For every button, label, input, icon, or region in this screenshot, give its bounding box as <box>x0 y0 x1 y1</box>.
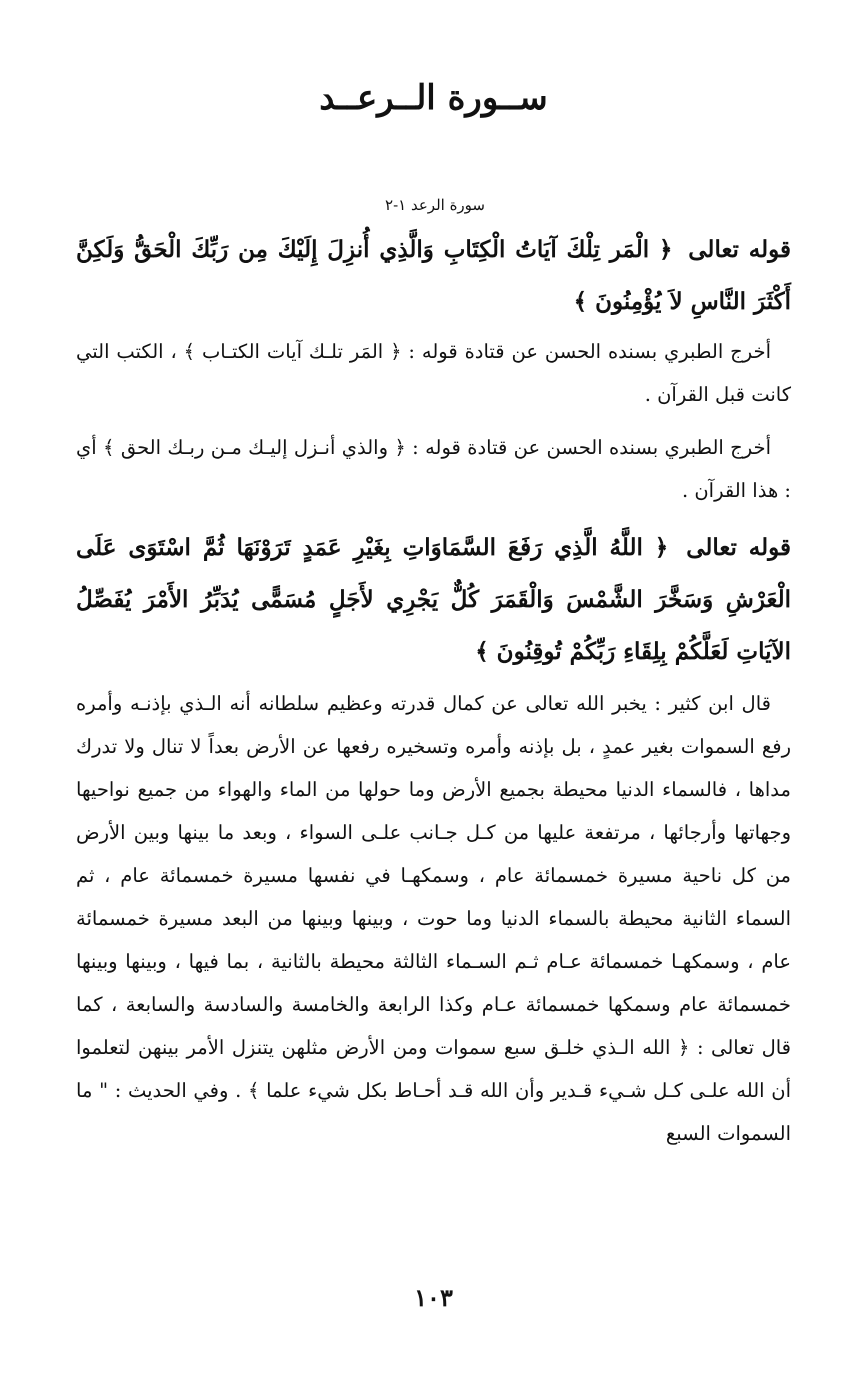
surah-title: ســورة الــرعــد <box>319 78 548 118</box>
commentary-paragraph-2: أخرج الطبري بسنده الحسن عن قتادة قوله : ﴿ والذي أنـزل إليـك مـن ربـك الحق ﴾ أي : هذا القرآن . <box>76 436 791 502</box>
quran-verse-text: ﴿ الْمَر تِلْكَ آيَاتُ الْكِتَابِ وَالَّذِي أُنزِلَ إِلَيْكَ مِن رَبِّكَ الْحَقُّ وَلَكِنَّ أَكْثَرَ النَّاسِ لاَ يُؤْمِنُونَ ﴾ <box>76 236 791 315</box>
page-number: ١٠٣ <box>414 1283 453 1312</box>
verse-intro-label: قوله تعالى <box>688 236 791 263</box>
verse-block-2 <box>76 522 791 678</box>
verse-intro-label: قوله تعالى <box>686 534 791 561</box>
commentary-paragraph-3: قال ابن كثير : يخبر الله تعالى عن كمال قدرته وعظيم سلطانه أنه الـذي بإذنـه وأمره رفع السموات بغير عمدٍ ، بل بإذنه وأمره وتسخيره رفعها عن الأرض بعداً لا تنال ولا تدرك مداها ، فالسماء الدنيا محيطة بجميع الأرض وما حولها من الماء والهواء من جميع نواحيها وجهاتها وأرجائها ، مرتفعة عليها من كـل جـانب علـى السواء ، وبعد ما بينها وبين الأرض من كل ناحية مسيرة خمسمائة عام ، وسمكهـا في نفسها مسيرة خمسمائة عام ، ثم السماء الثانية محيطة بالسماء الدنيا وما حوت ، وبينها وبينها من البعد مسيرة خمسمائة عام ، وسمكهـا خمسمائة عـام ثـم السـماء الثالثة محيطة بالثانية ، بما فيها ، وبينها وبينها خمسمائة عام وسمكها خمسمائة عـام وكذا الرابعة والخامسة والسادسة والسابعة ، كما قال تعالى : ﴿ الله الـذي خلـق سبع سموات ومن الأرض مثلهن يتنزل الأمر بينهن لتعلموا أن الله علـى كـل شـيء قـدير وأن الله قـد أحـاط بكل شيء علما ﴾ . وفي الحديث : " ما السموات السبع <box>76 692 791 1145</box>
quran-verse-text: ﴿ اللَّهُ الَّذِي رَفَعَ السَّمَاوَاتِ بِغَيْرِ عَمَدٍ تَرَوْنَهَا ثُمَّ اسْتَوَى عَلَى الْعَرْشِ وَسَخَّرَ الشَّمْسَ وَالْقَمَرَ كُلٌّ يَجْرِي لأَجَلٍ مُسَمًّى يُدَبِّرُ الأَمْرَ يُفَصِّلُ الآيَاتِ لَعَلَّكُمْ بِلِقَاءِ رَبِّكُمْ تُوقِنُونَ ﴾ <box>76 534 791 665</box>
page-body <box>76 224 791 1165</box>
commentary-paragraph-1: أخرج الطبري بسنده الحسن عن قتادة قوله : ﴿ المَر تلـك آيات الكتـاب ﴾ ، الكتب التي كانت قبل القرآن . <box>76 340 791 406</box>
verse-block-1 <box>76 224 791 328</box>
section-reference: سورة الرعد ١-٢ <box>385 196 485 214</box>
